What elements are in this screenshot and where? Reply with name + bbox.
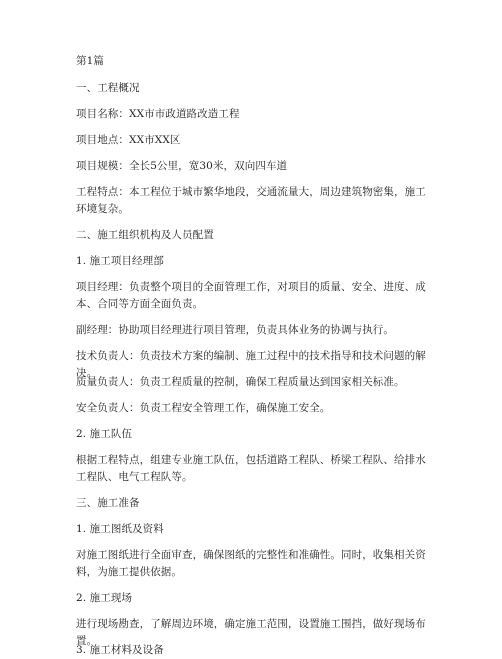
section-number: 第1篇 <box>76 55 104 67</box>
subheading-drawings: 1. 施工图纸及资料 <box>76 523 164 535</box>
role-project-manager: 项目经理：负责整个项目的全面管理工作，对项目的质量、安全、进度、成本、合同等方面全面负责。 <box>76 281 426 310</box>
project-scale: 项目规模：全长5公里，宽30米，双向四车道 <box>76 160 288 172</box>
heading-organization: 二、施工组织机构及人员配置 <box>76 229 214 241</box>
project-name: 项目名称：XX市市政道路改造工程 <box>76 108 240 120</box>
role-safety-lead: 安全负责人：负责工程安全管理工作，确保施工安全。 <box>76 402 331 414</box>
site-description: 进行现场勘查，了解周边环境，确定施工范围，设置施工围挡，做好现场布置。 <box>76 618 426 647</box>
subheading-site: 2. 施工现场 <box>76 592 133 604</box>
heading-preparation: 三、施工准备 <box>76 497 140 509</box>
project-features: 工程特点：本工程位于城市繁华地段，交通流量大，周边建筑物密集，施工环境复杂。 <box>76 186 426 215</box>
subheading-project-department: 1. 施工项目经理部 <box>76 255 164 267</box>
subheading-construction-team: 2. 施工队伍 <box>76 428 133 440</box>
project-location: 项目地点：XX市XX区 <box>76 134 181 146</box>
heading-project-overview: 一、工程概况 <box>76 82 140 94</box>
construction-team-description: 根据工程特点，组建专业施工队伍，包括道路工程队、桥梁工程队、给排水工程队、电气工程队等。 <box>76 454 426 483</box>
role-technical-lead: 技术负责人：负责技术方案的编制、施工过程中的技术指导和技术问题的解决。 <box>76 350 426 379</box>
role-quality-lead: 质量负责人：负责工程质量的控制，确保工程质量达到国家相关标准。 <box>76 376 405 388</box>
drawings-description: 对施工图纸进行全面审查，确保图纸的完整性和准确性。同时，收集相关资料，为施工提供依据。 <box>76 549 426 578</box>
subheading-materials: 3. 施工材料及设备 <box>76 644 164 656</box>
role-deputy-manager: 副经理：协助项目经理进行项目管理，负责具体业务的协调与执行。 <box>76 324 394 336</box>
